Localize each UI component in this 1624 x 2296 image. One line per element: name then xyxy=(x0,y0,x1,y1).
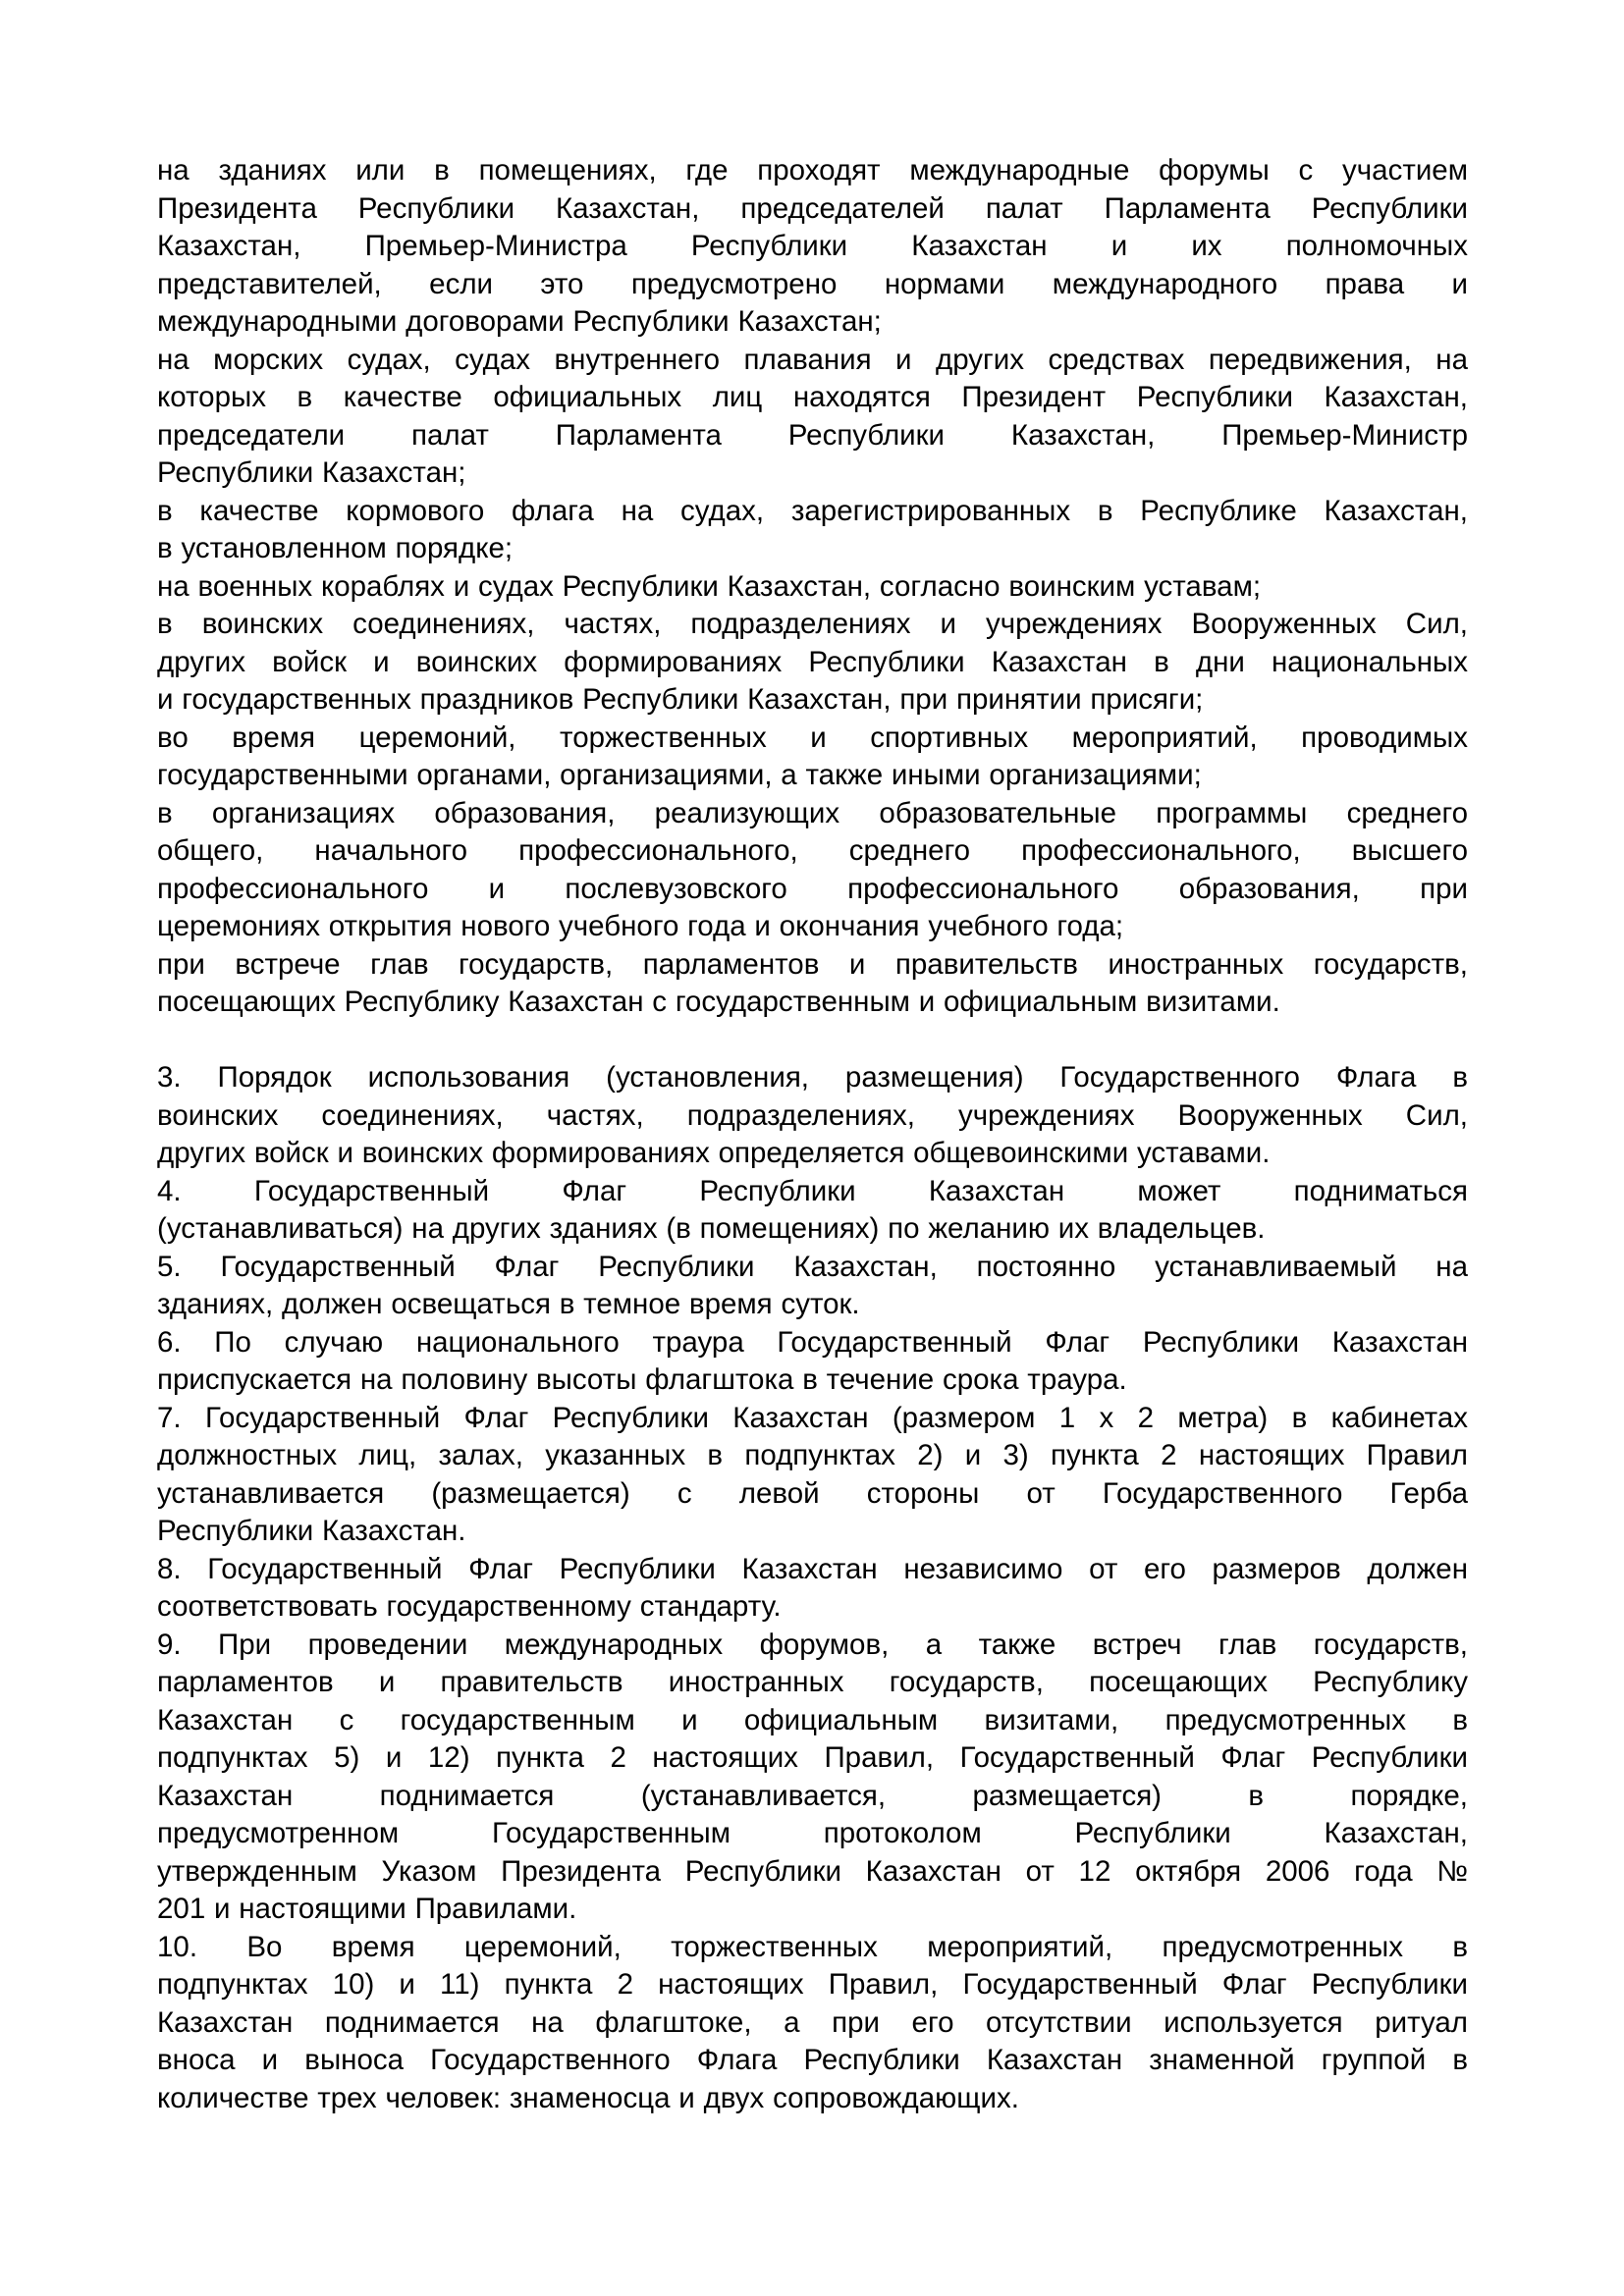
text-line: Казахстан с государственным и официальным визитами, предусмотренных в xyxy=(157,1703,1468,1736)
text-line: 3. Порядок использования (установления, размещения) Государственного Флага в xyxy=(157,1061,1468,1094)
text-line: посещающих Республику Казахстан с государственным и официальным визитами. xyxy=(157,986,1280,1018)
text-line: Республики Казахстан; xyxy=(157,456,466,489)
text-line: 9. При проведении международных форумов, а также встреч глав государств, xyxy=(157,1628,1468,1661)
text-line: соответствовать государственному стандарту. xyxy=(157,1590,782,1623)
text-line: устанавливается (размещается) с левой стороны от Государственного Герба xyxy=(157,1476,1468,1510)
text-line: других войск и воинских формированиях Республики Казахстан в дни национальных xyxy=(157,645,1468,678)
text-line: 10. Во время церемоний, торжественных мероприятий, предусмотренных в xyxy=(157,1930,1468,1963)
text-line: Казахстан поднимается на флагштоке, а при его отсутствии используется ритуал xyxy=(157,2005,1468,2039)
paragraph xyxy=(157,946,1468,1022)
paragraph xyxy=(157,152,1468,342)
paragraph xyxy=(157,568,1468,607)
text-line: парламентов и правительств иностранных государств, посещающих Республику xyxy=(157,1666,1468,1698)
paragraph xyxy=(157,720,1468,795)
paragraph xyxy=(157,1627,1468,1929)
text-line: предусмотренном Государственным протоколом Республики Казахстан, xyxy=(157,1817,1468,1849)
text-line: подпунктах 10) и 11) пункта 2 настоящих Правил, Государственный Флаг Республики xyxy=(157,1968,1468,2001)
text-line: международными договорами Республики Казахстан; xyxy=(157,305,882,338)
text-line: других войск и воинских формированиях определяется общевоинскими уставами. xyxy=(157,1137,1271,1169)
text-line: должностных лиц, залах, указанных в подпунктах 2) и 3) пункта 2 настоящих Правил xyxy=(157,1439,1468,1471)
text-line: во время церемоний, торжественных и спортивных мероприятий, проводимых xyxy=(157,721,1468,754)
text-line: 6. По случаю национального траура Государственный Флаг Республики Казахстан xyxy=(157,1325,1468,1359)
text-line: Казахстан, Премьер-Министра Республики Казахстан и их полномочных xyxy=(157,230,1468,262)
text-line: общего, начального профессионального, среднего профессионального, высшего xyxy=(157,834,1468,867)
text-line: вноса и выноса Государственного Флага Республики Казахстан знаменной группой в xyxy=(157,2044,1468,2076)
text-line: на морских судах, судах внутреннего плавания и других средствах передвижения, на xyxy=(157,343,1468,376)
paragraph xyxy=(157,1400,1468,1551)
text-line: государственными органами, организациями, а также иными организациями; xyxy=(157,759,1202,791)
paragraph xyxy=(157,493,1468,568)
text-line: 201 и настоящими Правилами. xyxy=(157,1893,577,1925)
paragraph xyxy=(157,1249,1468,1324)
text-line: на военных кораблях и судах Республики Казахстан, согласно воинским уставам; xyxy=(157,569,1262,603)
text-line: церемониях открытия нового учебного года и окончания учебного года; xyxy=(157,910,1124,942)
text-line: приспускается на половину высоты флагштока в течение срока траура. xyxy=(157,1363,1127,1396)
text-line: воинских соединениях, частях, подразделениях, учреждениях Вооруженных Сил, xyxy=(157,1098,1468,1132)
text-line: представителей, если это предусмотрено нормами международного права и xyxy=(157,267,1468,300)
text-line: председатели палат Парламента Республики Казахстан, Премьер-Министр xyxy=(157,418,1468,452)
text-line: количестве трех человек: знаменосца и двух сопровождающих. xyxy=(157,2081,1019,2114)
text-line: подпунктах 5) и 12) пункта 2 настоящих Правил, Государственный Флаг Республики xyxy=(157,1741,1468,1774)
text-line: 7. Государственный Флаг Республики Казахстан (размером 1 х 2 метра) в кабинетах xyxy=(157,1401,1468,1434)
text-line: и государственных праздников Республики Казахстан, при принятии присяги; xyxy=(157,683,1204,716)
text-line: Казахстан поднимается (устанавливается, размещается) в порядке, xyxy=(157,1779,1468,1812)
paragraph xyxy=(157,1059,1468,1173)
text-line: в организациях образования, реализующих образовательные программы среднего xyxy=(157,796,1468,829)
text-line: Президента Республики Казахстан, председателей палат Парламента Республики xyxy=(157,191,1468,225)
text-line: (устанавливаться) на других зданиях (в помещениях) по желанию их владельцев. xyxy=(157,1212,1266,1245)
text-line: 8. Государственный Флаг Республики Казахстан независимо от его размеров должен xyxy=(157,1552,1468,1585)
paragraph xyxy=(157,795,1468,946)
paragraph xyxy=(157,1324,1468,1400)
text-line: при встрече глав государств, парламентов и правительств иностранных государств, xyxy=(157,947,1468,981)
text-line: 5. Государственный Флаг Республики Казахстан, постоянно устанавливаемый на xyxy=(157,1250,1468,1283)
paragraph xyxy=(157,606,1468,720)
text-line: в воинских соединениях, частях, подразделениях и учреждениях Вооруженных Сил, xyxy=(157,608,1468,640)
text-block xyxy=(157,152,1468,2117)
text-line: в установленном порядке; xyxy=(157,532,514,564)
text-line: утвержденным Указом Президента Республики Казахстан от 12 октября 2006 года № xyxy=(157,1854,1468,1888)
text-line: которых в качестве официальных лиц находятся Президент Республики Казахстан, xyxy=(157,381,1468,413)
text-line: зданиях, должен освещаться в темное время суток. xyxy=(157,1288,860,1320)
text-line: профессионального и послевузовского профессионального образования, при xyxy=(157,872,1468,905)
paragraph xyxy=(157,342,1468,493)
text-line: в качестве кормового флага на судах, зарегистрированных в Республике Казахстан, xyxy=(157,494,1468,527)
blank-line xyxy=(157,1022,1468,1060)
paragraph xyxy=(157,1173,1468,1249)
paragraph xyxy=(157,1551,1468,1627)
paragraph xyxy=(157,1929,1468,2118)
text-line: на зданиях или в помещениях, где проходят международные форумы с участием xyxy=(157,154,1468,187)
text-line: 4. Государственный Флаг Республики Казахстан может подниматься xyxy=(157,1174,1468,1207)
text-line: Республики Казахстан. xyxy=(157,1515,466,1547)
